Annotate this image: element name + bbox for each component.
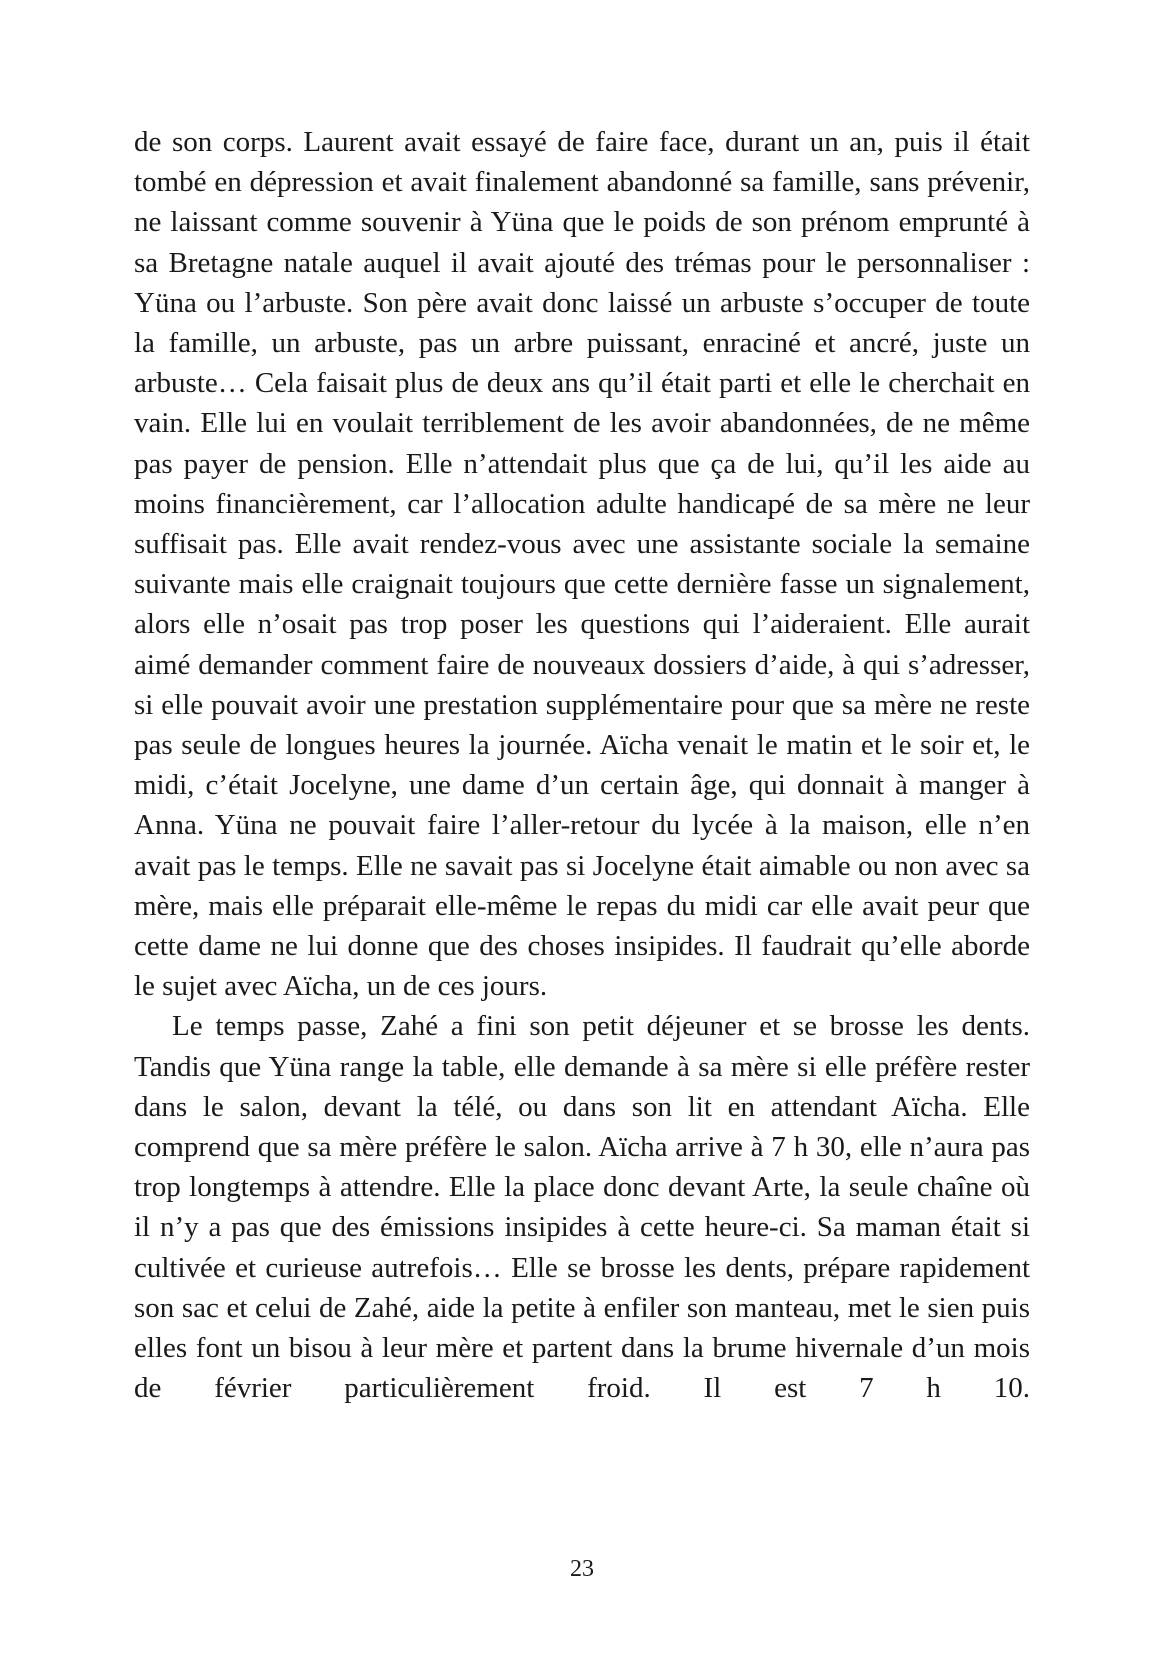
paragraph-1: de son corps. Laurent avait essayé de faire face, durant un an, puis il était tombé en dépression et avait finalement abandonné sa famille, sans prévenir, ne laissant comme souvenir à Yüna que le poids de son prénom emprunté à sa Bretagne natale auquel il avait ajouté des trémas pour le personnaliser : Yüna ou l’arbuste. Son père avait donc laissé un arbuste s’occuper de toute la famille, un arbuste, pas un arbre puissant, enraciné et ancré, juste un arbuste… Cela faisait plus de deux ans qu’il était parti et elle le cherchait en vain. Elle lui en voulait terriblement de les avoir abandonnées, de ne même pas payer de pension. Elle n’attendait plus que ça de lui, qu’il les aide au moins financièrement, car l’allocation adulte handicapé de sa mère ne leur suffisait pas. Elle avait rendez-vous avec une assistante sociale la semaine suivante mais elle craignait toujours que cette dernière fasse un signalement, alors elle n’osait pas trop poser les questions qui l’aideraient. Elle aurait aimé demander comment faire de nouveaux dossiers d’aide, à qui s’adresser, si elle pouvait avoir une prestation supplémentaire pour que sa mère ne reste pas seule de longues heures la journée. Aïcha venait le matin et le soir et, le midi, c’était Jocelyne, une dame d’un certain âge, qui donnait à manger à Anna. Yüna ne pouvait faire l’aller-retour du lycée à la maison, elle n’en avait pas le temps. Elle ne savait pas si Jocelyne était aimable ou non avec sa mère, mais elle préparait elle-même le repas du midi car elle avait peur que cette dame ne lui donne que des choses insipides. Il faudrait qu’elle aborde le sujet avec Aïcha, un de ces jours. <box>134 126 1030 1003</box>
page-number: 23 <box>570 1556 594 1582</box>
paragraph-2: Le temps passe, Zahé a fini son petit déjeuner et se brosse les dents. Tandis que Yüna range la table, elle demande à sa mère si elle préfère rester dans le salon, devant la télé, ou dans son lit en attendant Aïcha. Elle comprend que sa mère préfère le salon. Aïcha arrive à 7 h 30, elle n’aura pas trop longtemps à attendre. Elle la place donc devant Arte, la seule chaîne où il n’y a pas que des émissions insipides à cette heure-ci. Sa maman était si cultivée et curieuse autrefois… Elle se brosse les dents, prépare rapidement son sac et celui de Zahé, aide la petite à enfiler son manteau, met le sien puis elles font un bisou à leur mère et partent dans la brume hivernale d’un mois de février particulièrement froid. Il est 7 h 10. <box>134 1010 1030 1405</box>
body-text <box>134 122 1030 1409</box>
